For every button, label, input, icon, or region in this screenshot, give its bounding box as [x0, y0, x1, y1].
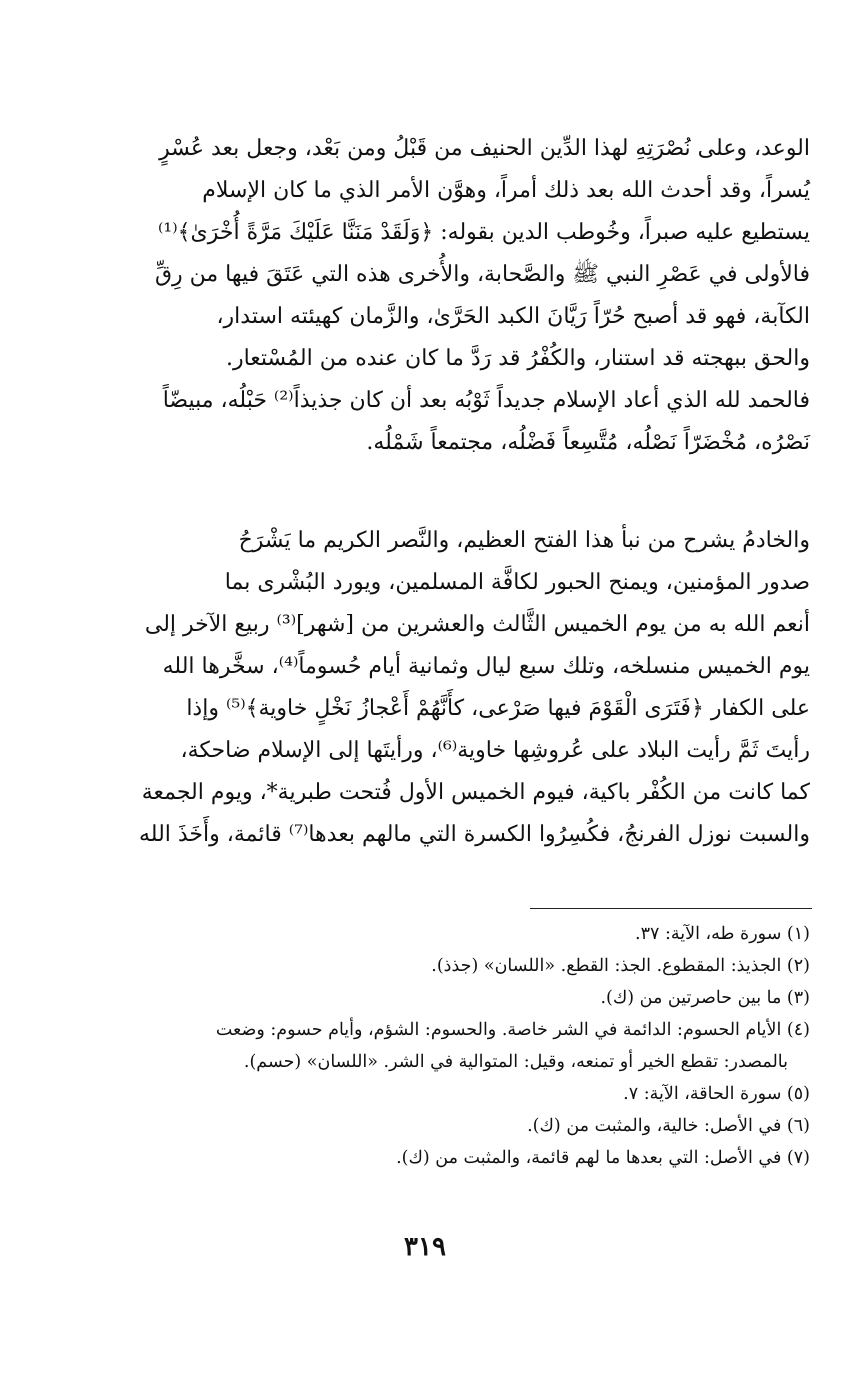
footnote-separator — [530, 908, 812, 909]
paragraph-gap — [58, 464, 810, 520]
footnote-continuation: بالمصدر: تقطع الخير أو تمنعه، وقيل: المتوالية في الشر. «اللسان» (حسم). — [243, 1052, 788, 1072]
footnote: (١) سورة طه، الآية: ٣٧. — [635, 924, 810, 944]
text-line: الكآبة، فهو قد أصبح حُرّاً رَيَّانَ الكبد الحَرَّىٰ، والزَّمان كهيئته استدار، — [216, 304, 810, 329]
footnote: (٦) في الأصل: خالية، والمثبت من (ك). — [527, 1116, 810, 1136]
text-line: كما كانت من الكُفْر باكية، فيوم الخميس الأول فُتحت طبرية*، ويوم الجمعة — [141, 780, 810, 805]
footnote: (٢) الجذيذ: المقطوع. الجذ: القطع. «اللسان» (جذذ). — [431, 956, 810, 976]
footnote: (٧) في الأصل: التي بعدها ما لهم قائمة، والمثبت من (ك). — [396, 1148, 810, 1168]
main-text — [58, 128, 810, 856]
text-line: يُسراً، وقد أحدث الله بعد ذلك أمراً، وهوَّن الأمر الذي ما كان الإسلام — [202, 178, 810, 203]
text-line: يوم الخميس منسلخه، وتلك سبع ليال وثمانية أيام حُسوماً⁽⁴⁾، سخَّرها الله — [162, 654, 810, 679]
text-line: فالأولى في عَصْرِ النبي ﷺ والصَّحابة، والأُخرى هذه التي عَتَقَ فيها من رِقِّ — [154, 262, 810, 287]
text-line: رأيتَ ثَمَّ رأيت البلاد على عُروشِها خاوية⁽⁶⁾، ورأيتَها إلى الإسلام ضاحكة، — [180, 738, 810, 763]
footnote: (٤) الأيام الحسوم: الدائمة في الشر خاصة. والحسوم: الشؤم، وأيام حسوم: وضعت — [215, 1020, 810, 1040]
text-line: صدور المؤمنين، ويمنح الحبور لكافَّة المسلمين، ويورد البُشْرى بما — [224, 570, 810, 595]
text-line: نَصْرُه، مُخْضَرّاً نَصْلُه، مُتَّسِعاً فَضْلُه، مجتمعاً شَمْلُه. — [366, 430, 810, 455]
text-line: والحق ببهجته قد استنار، والكُفْرُ قد رَدَّ ما كان عنده من المُسْتعار. — [225, 346, 810, 371]
text-line: أنعم الله به من يوم الخميس الثَّالث والعشرين من [شهر]⁽³⁾ ربيع الآخر إلى — [144, 612, 810, 637]
page-number: ٣١٩ — [404, 1232, 446, 1262]
footnote: (٥) سورة الحاقة، الآية: ٧. — [623, 1084, 810, 1104]
footnote: (٣) ما بين حاصرتين من (ك). — [600, 988, 810, 1008]
footnotes — [58, 918, 810, 1174]
text-line: يستطيع عليه صبراً، وخُوطب الدين بقوله: ﴿وَلَقَدْ مَنَنَّا عَلَيْكَ مَرَّةً أُخْرَىٰ﴾⁽¹⁾ — [158, 220, 810, 245]
text-line: على الكفار ﴿فَتَرَى الْقَوْمَ فيها صَرْعى، كأَنَّهُمْ أَعْجازُ نَخْلٍ خاوية﴾⁽⁵⁾ وإذا — [186, 696, 810, 721]
text-line: الوعد، وعلى نُصْرَتِهِ لهذا الدِّين الحنيف من قَبْلُ ومن بَعْد، وجعل بعد عُسْرٍ — [159, 136, 810, 161]
text-line: فالحمد لله الذي أعاد الإسلام جديداً ثَوْبُه بعد أن كان جذيذاً⁽²⁾ حَبْلُه، مبيضّاً — [162, 388, 810, 413]
text-line: والخادمُ يشرح من نبأ هذا الفتح العظيم، والنَّصر الكريم ما يَشْرَحُ — [238, 528, 810, 553]
text-line: والسبت نوزل الفرنجُ، فكُسِرُوا الكسرة التي مالهم بعدها⁽⁷⁾ قائمة، وأَخَذَ الله — [139, 822, 810, 847]
